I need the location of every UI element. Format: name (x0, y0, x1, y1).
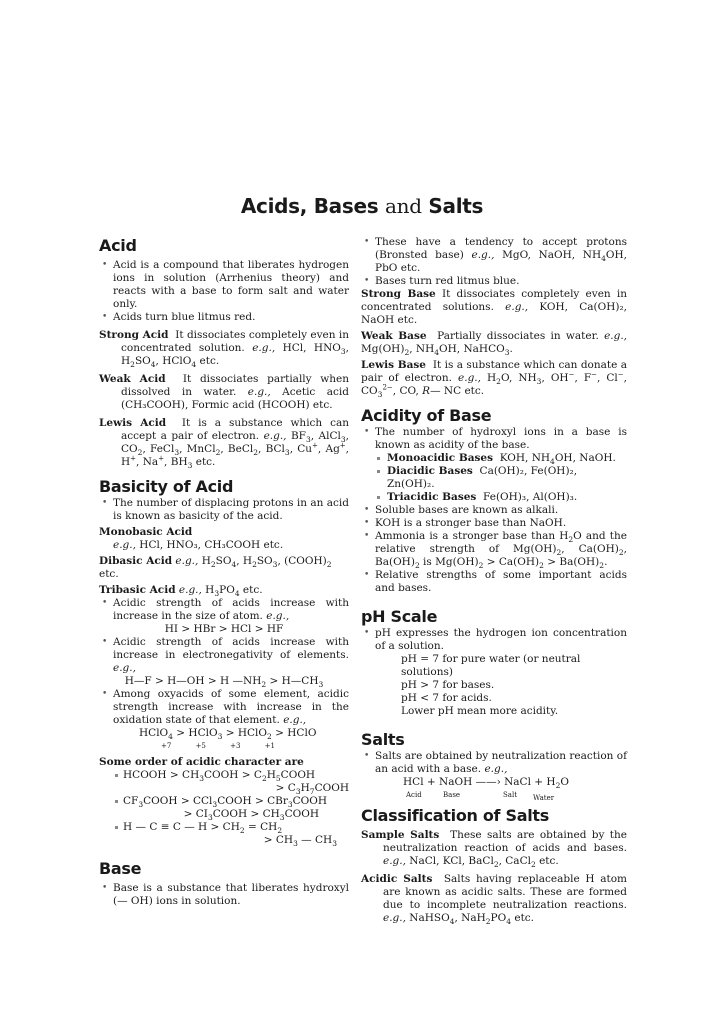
bullet-item: • KOH is a stronger base than NaOH. (361, 517, 627, 530)
bullet-item: • pH expresses the hydrogen ion concentration of a solution. (361, 627, 627, 653)
acidity-item: Monoacidic Bases KOH, $NH_4OH$, NaOH. (361, 452, 627, 465)
definition-simple-salts: Sample Salts These salts are obtained by the neutralization reaction of acids and bases. e.g., NaCl, KCl, BaCl$_2$, CaCl$_2$ etc. (361, 829, 627, 870)
bullet-item: • Soluble bases are known as alkali. (361, 504, 627, 517)
section-heading-base: Base (99, 859, 142, 878)
ph-line: Lower pH mean more acidity. (401, 705, 559, 717)
definition-lewis-acid: Lewis Acid It is a substance which can accept a pair of electron. e.g., $BF_3$, AlCl$_3$, $CO_2$, FeCl$_3$, MnCl$_2$, BeCl$_2$, BCl$_3$, Cu+, Ag+, H+, Na+, $BH_3$ etc. (99, 417, 350, 471)
ph-list (361, 653, 627, 718)
ph-line: pH < 7 for acids. (401, 692, 492, 704)
definition-weak-base: Weak Base Partially dissociates in water. e.g., $Mg(OH)_2$, $NH_4OH$, NaHCO$_3$. (361, 330, 628, 358)
acidity-item: Triacidic Bases Fe(OH)₃, Al(OH)₃. (361, 491, 627, 504)
oxidation-states: +7 +5 +3 +1 (161, 742, 276, 750)
equation-oxyacids: HClO$_4$ > HClO$_3$ > HClO$_2$ > HClO (139, 727, 317, 742)
example-line: e.g., HCl, HNO₃, CH₃COOH etc. (113, 539, 284, 551)
acidity-item: Diacidic Bases Ca(OH)₂, Fe(OH)₂, Zn(OH)₂. (361, 465, 627, 491)
order-item: H — C ≡ C — $H > CH_2 = CH_2$ (99, 821, 349, 834)
bullet-item: • These have a tendency to accept protons (Bronsted base) e.g., MgO, NaOH, $NH_4OH$, PbO etc. (361, 236, 627, 275)
subheading-order: Some order of acidic character are (99, 756, 304, 768)
section-heading-classification: Classification of Salts (361, 806, 549, 825)
section-heading-acidity: Acidity of Base (361, 406, 492, 425)
equation-electronegativity: H—F > H—OH > H $—NH_2$ > $H—CH_3$ (124, 675, 324, 690)
page-title (0, 193, 724, 219)
order-continuation: > $CH_3$ — $CH_3$ (263, 834, 337, 849)
section-heading-salts: Salts (361, 730, 405, 749)
bullet-item: • The number of displacing protons in an acid is known as basicity of the acid. (99, 497, 349, 523)
title-part: Acids, Bases (240, 194, 379, 218)
right-column (361, 236, 627, 925)
bullet-item: • Bases turn red litmus blue. (361, 275, 627, 288)
bullet-item: • Base is a substance that liberates hydroxyl (— OH) ions in solution. (99, 882, 349, 908)
order-continuation: > $CI_3COOH$ > $CH_3COOH$ (183, 808, 319, 823)
bullet-item: • Acidic strength of acids increase with increase in the size of atom. e.g., (99, 597, 349, 623)
definition-strong-base: Strong Base It dissociates completely even in concentrated solutions. e.g., KOH, Ca(OH)₂, NaOH etc. (361, 288, 627, 326)
title-part: Salts (428, 194, 484, 218)
equation-labels: Acid Base Salt Water (406, 791, 555, 802)
order-item: HCOOH > $CH_3COOH$ > $C_2H_5COOH$ (99, 769, 349, 782)
order-continuation: > $C_3H_7COOH$ (275, 782, 349, 797)
subheading-monobasic: Monobasic Acid (99, 526, 193, 538)
equation-hx: HI > HBr > HCl > HF (164, 623, 284, 635)
definition-lewis-base: Lewis Base It is a substance which can donate a pair of electron. e.g., $H_2O$, $NH_3$, OH−, F−, Cl−, $CO_3^{2-}$, CO, R— NC etc. (361, 359, 627, 400)
section-heading-ph: pH Scale (361, 607, 438, 626)
section-heading-basicity: Basicity of Acid (99, 477, 234, 496)
neutralization-equation: HCl + NaOH ——› NaCl + $H_2O$ (403, 776, 569, 791)
left-column (99, 236, 349, 908)
definition-weak-acid: Weak Acid It dissociates partially when dissolved in water. e.g., Acetic acid (CH₃COOH), Formic acid (HCOOH) etc. (99, 373, 349, 411)
ph-line: pH = 7 for pure water (or neutral solutions) (401, 653, 581, 678)
bullet-item: • Ammonia is a stronger base than $H_2O$ and the relative strength of $Mg(OH)_2$, $Ca(OH)_2$, $Ba(OH)_2$ is $Mg(OH)_2 > Ca(OH)_2 > Ba(OH)_2$. (361, 530, 627, 569)
tribasic-line: Tribasic Acid e.g., $H_3PO_4$ etc. (99, 584, 263, 599)
title-part: and (385, 194, 422, 218)
bullet-item: • The number of hydroxyl ions in a base is known as acidity of the base. (361, 426, 627, 452)
order-item: $CF_3COOH$ > CCl$_3$COOH > CBr$_3$COOH (99, 795, 349, 808)
definition-strong-acid: Strong Acid It dissociates completely even in concentrated solution. e.g., HCl, $HNO_3$, $H_2SO_4$, HClO$_4$ etc. (99, 329, 349, 370)
bullet-item: • Salts are obtained by neutralization reaction of an acid with a base. e.g., (361, 750, 627, 776)
section-heading-acid: Acid (99, 236, 137, 255)
definition-acidic-salts: Acidic Salts Salts having replaceable H atom are known as acidic salts. These are formed due to incomplete neutralization reactions. e.g., NaHSO$_4$, $NaH_2PO_4$ etc. (361, 873, 628, 927)
bullet-item: • Acid is a compound that liberates hydrogen ions in solution (Arrhenius theory) and reacts with a base to form salt and water only. (99, 259, 349, 311)
bullet-item: • Among oxyacids of some element, acidic strength increase with increase in the oxidation state of that element. e.g., (99, 688, 349, 727)
bullet-item: • Relative strengths of some important acids and bases. (361, 569, 627, 595)
dibasic-line: Dibasic Acid e.g., $H_2SO_4$, $H_2SO_3$, $(COOH)_2$ etc. (99, 555, 332, 580)
bullet-item: • Acidic strength of acids increase with increase in electronegativity of elements. e.g., (99, 636, 349, 675)
ph-line: pH > 7 for bases. (401, 679, 495, 691)
bullet-item: • Acids turn blue litmus red. (99, 311, 349, 324)
